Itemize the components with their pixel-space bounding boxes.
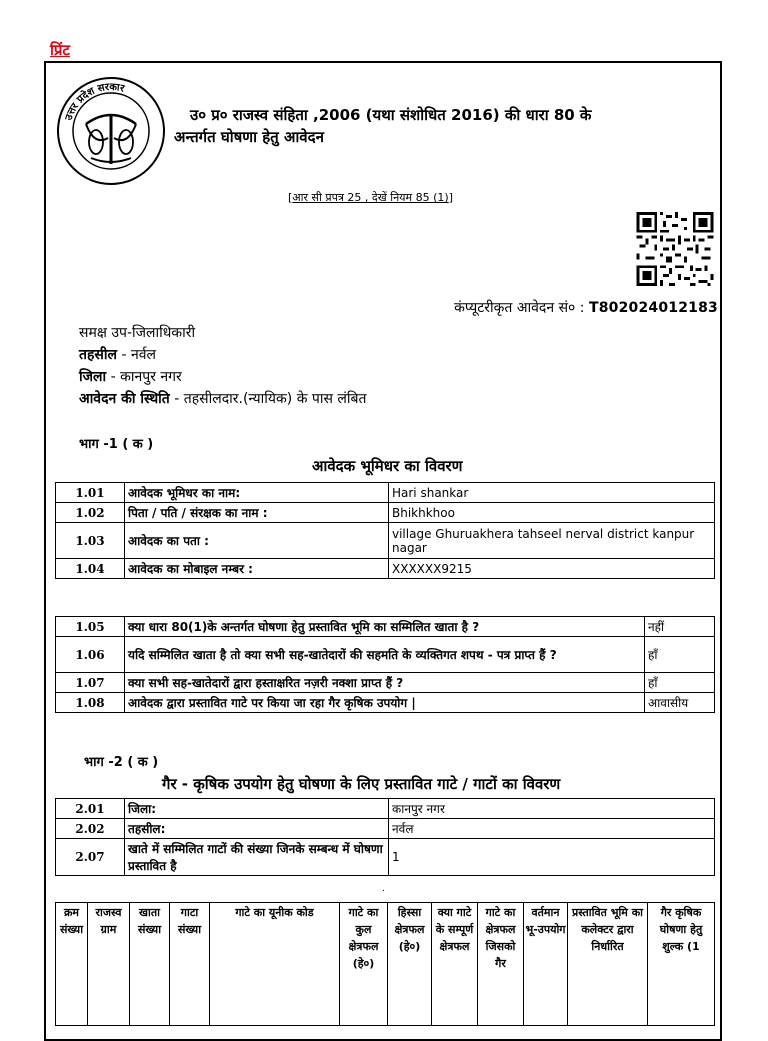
title-line-1: उ० प्र० राजस्व संहिता ,2006 (यथा संशोधित 2016) की धारा 80 के (190, 106, 592, 124)
column-header: गैर कृषिक घोषणा हेतु शुल्क (1 (648, 903, 715, 1026)
district-line: जिला - कानपुर नगर (79, 369, 182, 385)
column-header: गाटे का कुल क्षेत्रफल (हे०) (340, 903, 388, 1026)
column-header: प्रस्तावित भूमि का कलेक्टर द्वारा निर्धारित (568, 903, 648, 1026)
land-questions-table (55, 616, 715, 713)
column-header: राजस्व ग्राम (88, 903, 130, 1026)
table-row: 2.07 खाते में सम्मिलित गाटों की संख्या जिनके सम्बन्ध में घोषणा प्रस्तावित है 1 (56, 839, 715, 876)
column-header: क्या गाटे के सम्पूर्ण क्षेत्रफल (432, 903, 478, 1026)
status-line: आवेदन की स्थिति - तहसीलदार.(न्यायिक) के पास लंबित (79, 391, 367, 407)
page-title (174, 104, 714, 148)
column-header: गाटे का यूनीक कोड (210, 903, 340, 1026)
table-row: 1.03 आवेदक का पता : village Ghuruakhera tahseel nerval district kanpur nagar (56, 523, 715, 559)
table-row: 1.06 यदि सम्मिलित खाता है तो क्या सभी सह-खातेदारों की सहमति के व्यक्तिगत शपथ - पत्र प्राप्त हैं ? हाँ (56, 637, 715, 673)
part2-title: गैर - कृषिक उपयोग हेतु घोषणा के लिए प्रस्तावित गाटे / गाटों का विवरण (162, 775, 561, 793)
part1-heading: भाग -1 ( क ) (79, 437, 154, 452)
column-header: गाटे का क्षेत्रफल जिसको गैर (478, 903, 524, 1026)
column-header: हिस्सा क्षेत्रफल (हे०) (388, 903, 432, 1026)
plot-summary-table (55, 798, 715, 876)
addressee-block (79, 322, 367, 410)
plot-details-header-table (55, 902, 715, 1026)
column-header: क्रम संख्या (56, 903, 88, 1026)
tehsil-line: तहसील - नर्वल (79, 347, 156, 363)
form-reference: [आर सी प्रपत्र 25 , देखें नियम 85 (1)] (288, 191, 453, 204)
title-line-2: अन्तर्गत घोषणा हेतु आवेदन (174, 128, 324, 146)
table-header-row (56, 903, 715, 1026)
part1-title: आवेदक भूमिधर का विवरण (312, 457, 463, 475)
table-row: 1.01 आवेदक भूमिधर का नाम: Hari shankar (56, 483, 715, 503)
table-row: 1.02 पिता / पति / संरक्षक का नाम : Bhikhkhoo (56, 503, 715, 523)
applicant-details-table (55, 482, 715, 579)
qr-code-icon (636, 212, 714, 286)
table-row: 1.07 क्या सभी सह-खातेदारों द्वारा हस्ताक्षरित नज़री नक्शा प्राप्त हैं ? हाँ (56, 673, 715, 693)
table-row: 2.01 जिला: कानपुर नगर (56, 799, 715, 819)
table-row: 1.04 आवेदक का मोबाइल नम्बर : XXXXXX9215 (56, 559, 715, 579)
application-number: कंप्यूटरीकृत आवेदन सं० : T802024012183 (454, 300, 718, 316)
table-row: 2.02 तहसील: नर्वल (56, 819, 715, 839)
table-row: 1.05 क्या धारा 80(1)के अन्तर्गत घोषणा हेतु प्रस्तावित भूमि का सम्मिलित खाता है ? नहीं (56, 617, 715, 637)
up-government-emblem-icon (56, 76, 166, 186)
column-header: वर्तमान भू-उपयोग (524, 903, 568, 1026)
svg-text:उत्तर प्रदेश सरकार: उत्तर प्रदेश सरकार (63, 81, 126, 122)
separator-dot: . (382, 884, 385, 894)
addressee: समक्ष उप-जिलाधिकारी (79, 325, 196, 341)
part2-heading: भाग -2 ( क ) (84, 755, 159, 770)
column-header: खाता संख्या (130, 903, 170, 1026)
table-row: 1.08 आवेदक द्वारा प्रस्तावित गाटे पर किया जा रहा गैर कृषिक उपयोग | आवासीय (56, 693, 715, 713)
column-header: गाटा संख्या (170, 903, 210, 1026)
print-link[interactable]: प्रिंट (50, 41, 70, 59)
